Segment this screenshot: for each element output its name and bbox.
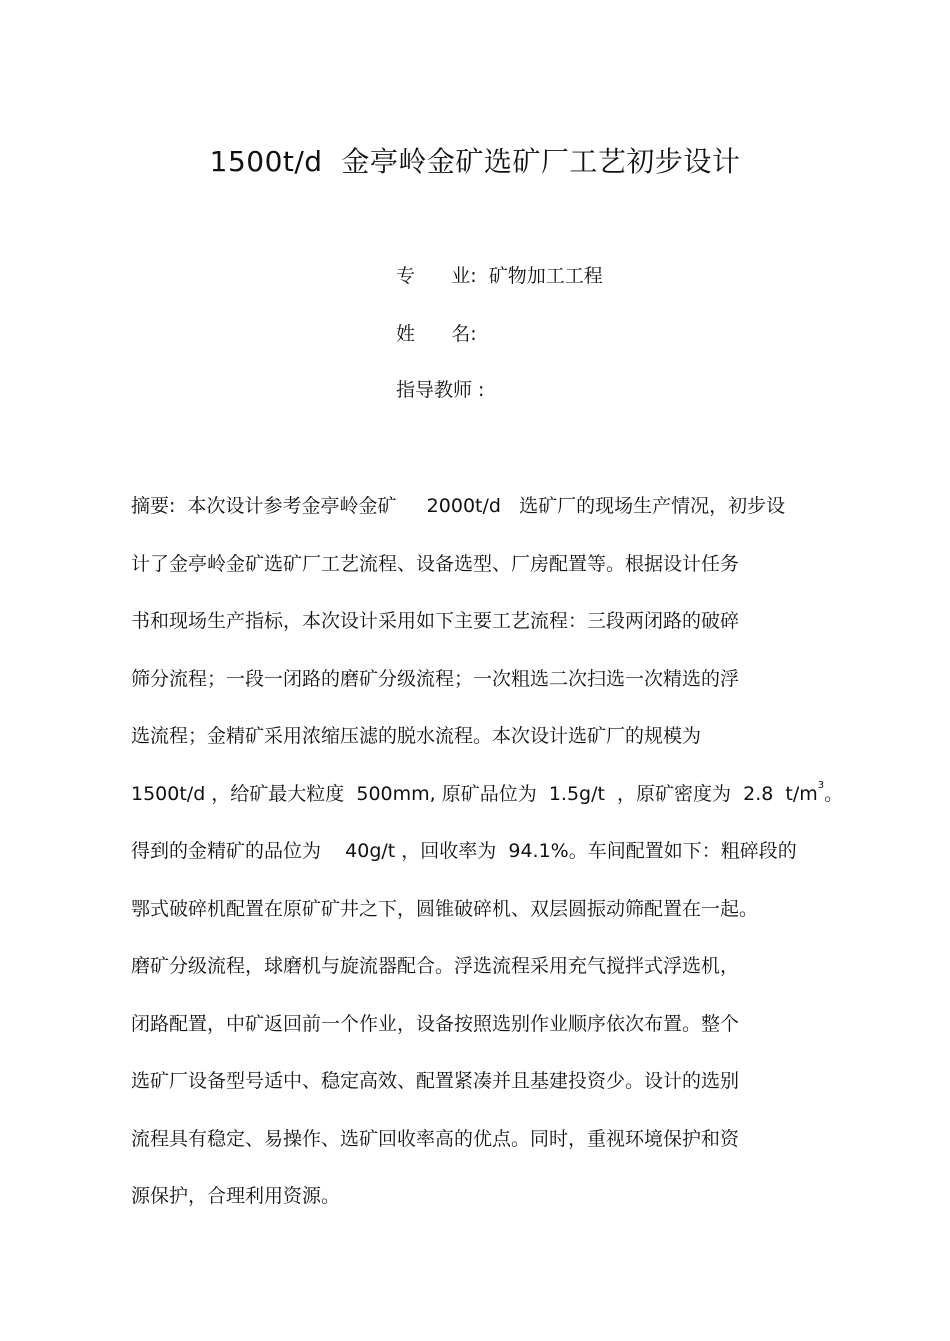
document-title: 1500t/d 金亭岭金矿选矿厂工艺初步设计 [209, 145, 741, 178]
abstract [131, 490, 851, 1238]
abstract-line-text: 1500t/d ，给矿最大粒度 500mm, 原矿品位为 1.5g/t ，原矿密度为 2.8 t/m [131, 782, 818, 805]
name-field: 姓 名: [396, 323, 477, 345]
abstract-line: 鄂式破碎机配置在原矿矿井之下，圆锥破碎机、双层圆振动筛配置在一起。 [131, 897, 759, 920]
abstract-line: 筛分流程；一段一闭路的磨矿分级流程；一次粗选二次扫选一次精选的浮 [131, 667, 740, 690]
abstract-line: 磨矿分级流程，球磨机与旋流器配合。浮选流程采用充气搅拌式浮选机， [131, 955, 740, 977]
abstract-line: 闭路配置，中矿返回前一个作业，设备按照选别作业顺序依次布置。整个 [131, 1012, 740, 1035]
cubic-superscript: 3 [817, 779, 825, 791]
abstract-line: 计了金亭岭金矿选矿厂工艺流程、设备选型、厂房配置等。根据设计任务 [131, 552, 740, 575]
abstract-line: 流程具有稳定、易操作、选矿回收率高的优点。同时，重视环境保护和资 [131, 1127, 740, 1150]
abstract-line: 摘要: 本次设计参考金亭岭金矿 2000t/d 选矿厂的现场生产情况，初步设 [131, 495, 786, 517]
advisor-field: 指导教师 : [396, 379, 485, 401]
abstract-line: 书和现场生产指标，本次设计采用如下主要工艺流程：三段两闭路的破碎 [131, 610, 740, 632]
abstract-line-with-unit [131, 778, 851, 836]
major-field: 专 业: 矿物加工工程 [396, 265, 603, 287]
abstract-line: 选流程；金精矿采用浓缩压滤的脱水流程。本次设计选矿厂的规模为 [131, 725, 702, 747]
abstract-line: 选矿厂设备型号适中、稳定高效、配置紧凑并且基建投资少。设计的选别 [131, 1070, 740, 1092]
abstract-line: 源保护，合理利用资源。 [131, 1185, 341, 1207]
line-end-punctuation: 。 [824, 782, 844, 805]
abstract-line: 得到的金精矿的品位为 40g/t ，回收率为 94.1%。车间配置如下：粗碎段的 [131, 840, 797, 862]
